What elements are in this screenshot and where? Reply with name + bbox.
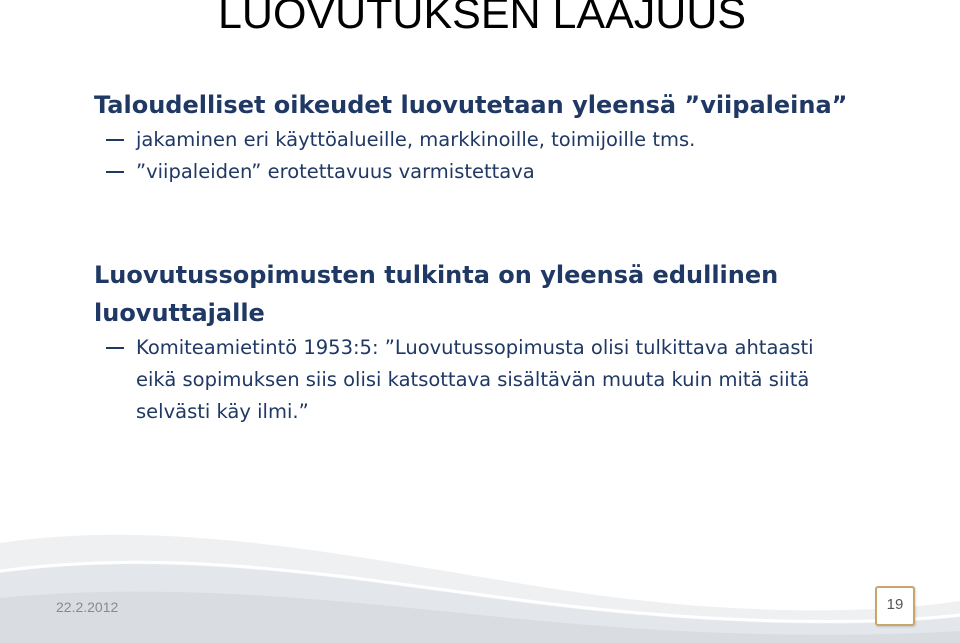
section-heading-line: luovuttajalle xyxy=(94,299,265,327)
decorative-wave xyxy=(0,503,960,643)
section-heading-line: Luovutussopimusten tulkinta on yleensä edullinen xyxy=(94,261,779,289)
section-heading: Taloudelliset oikeudet luovutetaan yleensä ”viipaleina” xyxy=(94,91,848,119)
bullet-item xyxy=(94,332,914,364)
bullet-text-line: Komiteamietintö 1953:5: ”Luovutussopimusta olisi tulkittava ahtaasti xyxy=(136,336,814,359)
footer-date: 22.2.2012 xyxy=(56,599,119,615)
page-number-box xyxy=(875,586,915,626)
bullet-continuation: selvästi käy ilmi.” xyxy=(136,400,309,423)
bullet-text: ”viipaleiden” erotettavuus varmistettava xyxy=(136,160,535,183)
bullet-text: jakaminen eri käyttöalueille, markkinoille, toimijoille tms. xyxy=(136,128,696,151)
bullet-item xyxy=(94,156,914,188)
page-number: 19 xyxy=(886,596,904,613)
section-interpretation xyxy=(94,256,914,428)
bullet-continuation: eikä sopimuksen siis olisi katsottava sisältävän muuta kuin mitä siitä xyxy=(136,368,810,391)
slide-title: LUOVUTUKSEN LAAJUUS xyxy=(218,0,747,38)
section-economic-rights xyxy=(94,86,914,188)
bullet-item xyxy=(94,124,914,156)
